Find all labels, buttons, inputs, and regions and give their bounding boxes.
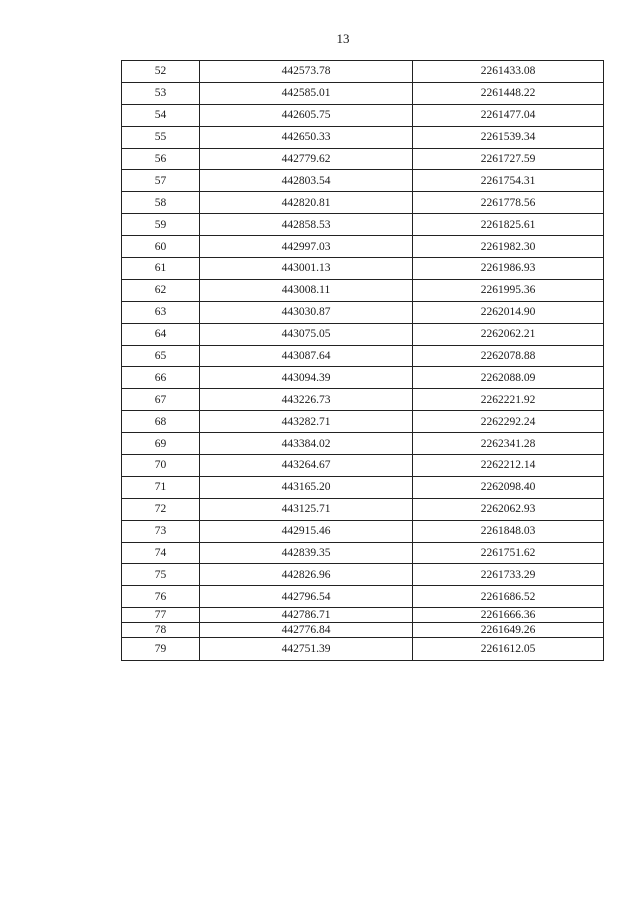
- table-row: [122, 433, 604, 455]
- point-number-cell: 69: [122, 433, 200, 455]
- x-coordinate-cell: 442751.39: [200, 638, 413, 661]
- y-coordinate-cell: 2261733.29: [413, 564, 604, 586]
- point-number-cell: 74: [122, 542, 200, 564]
- point-number-cell: 56: [122, 148, 200, 170]
- y-coordinate-cell: 2261751.62: [413, 542, 604, 564]
- x-coordinate-cell: 443264.67: [200, 455, 413, 477]
- point-number-cell: 63: [122, 301, 200, 323]
- x-coordinate-cell: 442605.75: [200, 104, 413, 126]
- table-row: [122, 104, 604, 126]
- point-number-cell: 64: [122, 323, 200, 345]
- point-number-cell: 78: [122, 623, 200, 638]
- x-coordinate-cell: 442585.01: [200, 82, 413, 104]
- y-coordinate-cell: 2261727.59: [413, 148, 604, 170]
- x-coordinate-cell: 443226.73: [200, 389, 413, 411]
- table-row: [122, 61, 604, 83]
- y-coordinate-cell: 2262078.88: [413, 345, 604, 367]
- point-number-cell: 66: [122, 367, 200, 389]
- x-coordinate-cell: 443008.11: [200, 279, 413, 301]
- y-coordinate-cell: 2261477.04: [413, 104, 604, 126]
- x-coordinate-cell: 443094.39: [200, 367, 413, 389]
- point-number-cell: 77: [122, 608, 200, 623]
- y-coordinate-cell: 2261686.52: [413, 586, 604, 608]
- x-coordinate-cell: 443384.02: [200, 433, 413, 455]
- table-row: [122, 367, 604, 389]
- y-coordinate-cell: 2261848.03: [413, 520, 604, 542]
- table-row: [122, 345, 604, 367]
- point-number-cell: 53: [122, 82, 200, 104]
- y-coordinate-cell: 2261433.08: [413, 61, 604, 83]
- y-coordinate-cell: 2261825.61: [413, 214, 604, 236]
- table-row: [122, 323, 604, 345]
- x-coordinate-cell: 442839.35: [200, 542, 413, 564]
- x-coordinate-cell: 442776.84: [200, 623, 413, 638]
- table-row: [122, 148, 604, 170]
- x-coordinate-cell: 442803.54: [200, 170, 413, 192]
- point-number-cell: 55: [122, 126, 200, 148]
- y-coordinate-cell: 2261754.31: [413, 170, 604, 192]
- x-coordinate-cell: 443125.71: [200, 498, 413, 520]
- coordinates-table-body: [122, 61, 604, 661]
- x-coordinate-cell: 443282.71: [200, 411, 413, 433]
- point-number-cell: 68: [122, 411, 200, 433]
- table-row: [122, 476, 604, 498]
- y-coordinate-cell: 2261982.30: [413, 236, 604, 258]
- y-coordinate-cell: 2262014.90: [413, 301, 604, 323]
- table-row: [122, 126, 604, 148]
- page-number: 13: [336, 31, 350, 46]
- table-row: [122, 455, 604, 477]
- point-number-cell: 71: [122, 476, 200, 498]
- table-row: [122, 638, 604, 661]
- table-row: [122, 236, 604, 258]
- x-coordinate-cell: 442997.03: [200, 236, 413, 258]
- y-coordinate-cell: 2261612.05: [413, 638, 604, 661]
- y-coordinate-cell: 2262062.93: [413, 498, 604, 520]
- y-coordinate-cell: 2261539.34: [413, 126, 604, 148]
- y-coordinate-cell: 2261666.36: [413, 608, 604, 623]
- point-number-cell: 76: [122, 586, 200, 608]
- table-row: [122, 214, 604, 236]
- table-row: [122, 258, 604, 280]
- point-number-cell: 58: [122, 192, 200, 214]
- table-row: [122, 542, 604, 564]
- y-coordinate-cell: 2261995.36: [413, 279, 604, 301]
- x-coordinate-cell: 442779.62: [200, 148, 413, 170]
- point-number-cell: 52: [122, 61, 200, 83]
- table-row: [122, 170, 604, 192]
- x-coordinate-cell: 443001.13: [200, 258, 413, 280]
- y-coordinate-cell: 2261986.93: [413, 258, 604, 280]
- y-coordinate-cell: 2261649.26: [413, 623, 604, 638]
- point-number-cell: 72: [122, 498, 200, 520]
- point-number-cell: 54: [122, 104, 200, 126]
- point-number-cell: 60: [122, 236, 200, 258]
- table-row: [122, 82, 604, 104]
- point-number-cell: 75: [122, 564, 200, 586]
- y-coordinate-cell: 2261778.56: [413, 192, 604, 214]
- y-coordinate-cell: 2262098.40: [413, 476, 604, 498]
- table-row: [122, 498, 604, 520]
- point-number-cell: 65: [122, 345, 200, 367]
- x-coordinate-cell: 443030.87: [200, 301, 413, 323]
- coordinates-table: [121, 60, 604, 661]
- table-row: [122, 301, 604, 323]
- y-coordinate-cell: 2262292.24: [413, 411, 604, 433]
- y-coordinate-cell: 2262212.14: [413, 455, 604, 477]
- x-coordinate-cell: 442786.71: [200, 608, 413, 623]
- table-row: [122, 520, 604, 542]
- x-coordinate-cell: 442915.46: [200, 520, 413, 542]
- point-number-cell: 61: [122, 258, 200, 280]
- table-row: [122, 192, 604, 214]
- x-coordinate-cell: 442796.54: [200, 586, 413, 608]
- x-coordinate-cell: 443075.05: [200, 323, 413, 345]
- x-coordinate-cell: 443165.20: [200, 476, 413, 498]
- table-row: [122, 564, 604, 586]
- table-row: [122, 608, 604, 623]
- point-number-cell: 57: [122, 170, 200, 192]
- y-coordinate-cell: 2262221.92: [413, 389, 604, 411]
- point-number-cell: 62: [122, 279, 200, 301]
- y-coordinate-cell: 2261448.22: [413, 82, 604, 104]
- table-row: [122, 586, 604, 608]
- y-coordinate-cell: 2262062.21: [413, 323, 604, 345]
- x-coordinate-cell: 443087.64: [200, 345, 413, 367]
- y-coordinate-cell: 2262088.09: [413, 367, 604, 389]
- x-coordinate-cell: 442650.33: [200, 126, 413, 148]
- x-coordinate-cell: 442573.78: [200, 61, 413, 83]
- point-number-cell: 59: [122, 214, 200, 236]
- point-number-cell: 73: [122, 520, 200, 542]
- y-coordinate-cell: 2262341.28: [413, 433, 604, 455]
- table-row: [122, 389, 604, 411]
- table-row: [122, 623, 604, 638]
- x-coordinate-cell: 442858.53: [200, 214, 413, 236]
- table-row: [122, 411, 604, 433]
- point-number-cell: 67: [122, 389, 200, 411]
- x-coordinate-cell: 442820.81: [200, 192, 413, 214]
- point-number-cell: 70: [122, 455, 200, 477]
- x-coordinate-cell: 442826.96: [200, 564, 413, 586]
- table-row: [122, 279, 604, 301]
- point-number-cell: 79: [122, 638, 200, 661]
